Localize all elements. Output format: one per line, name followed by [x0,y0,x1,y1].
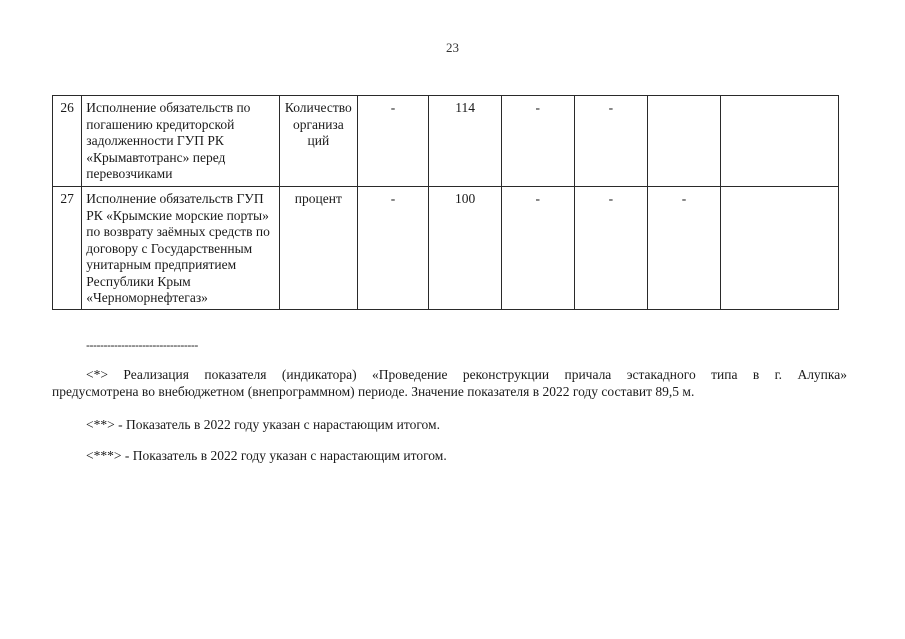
value-cell [648,96,721,187]
footnote-1 [52,366,847,400]
value-cell: - [574,187,648,310]
value-cell: 114 [429,96,502,187]
indicator-name: Исполнение обязательств ГУП РК «Крымские морские порты» по возврату заёмных средств по договору с Государственным унитарным предприятием Республики Крым «Черноморнефтегаз» [82,187,280,310]
footnote-1-line-1: <*> Реализация показателя (индикатора) «Проведение реконструкции причала эстакадного типа в г. Алупка» [86,367,847,382]
value-cell: - [501,96,574,187]
footnote-1-line-2: предусмотрена во внебюджетном (внепрограммном) периоде. Значение показателя в 2022 году составит 89,5 м. [52,384,695,399]
indicators-table [52,95,839,310]
unit-of-measure: Количество организа ций [280,96,358,187]
value-cell: 100 [429,187,502,310]
indicator-name: Исполнение обязательств по погашению кредиторской задолженности ГУП РК «Крымавтотранс» перед перевозчиками [82,96,280,187]
value-cell: - [501,187,574,310]
footnote-3: <***> - Показатель в 2022 году указан с нарастающим итогом. [86,448,447,463]
value-cell [720,187,838,310]
row-number: 26 [53,96,82,187]
unit-of-measure: процент [280,187,358,310]
value-cell: - [574,96,648,187]
page-number: 23 [446,40,459,55]
value-cell: - [357,96,429,187]
footnote-2: <**> - Показатель в 2022 году указан с нарастающим итогом. [86,417,440,432]
value-cell [720,96,838,187]
value-cell: - [648,187,721,310]
value-cell: - [357,187,429,310]
row-number: 27 [53,187,82,310]
table-row [53,187,839,310]
table-row [53,96,839,187]
footnote-separator: -------------------------------- [86,338,198,352]
